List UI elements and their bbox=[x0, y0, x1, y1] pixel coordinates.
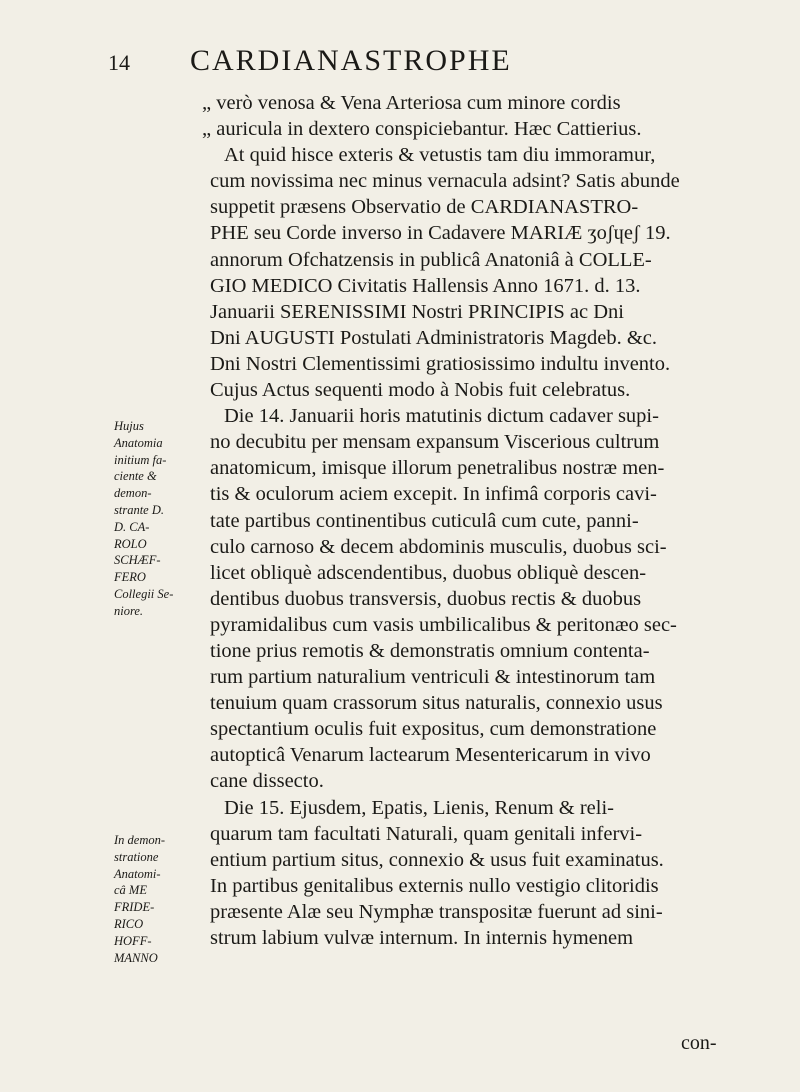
text-line: At quid hisce exteris & vetustis tam diu immoramur, bbox=[224, 144, 656, 167]
margin-note-line: HOFF- bbox=[114, 933, 152, 948]
catchword: con- bbox=[681, 1032, 717, 1054]
text-line: culo carnoso & decem abdominis musculis, duobus sci- bbox=[210, 535, 667, 558]
margin-note-line: MANNO bbox=[114, 950, 158, 965]
page-number: 14 bbox=[108, 50, 130, 75]
text-line: entium partium situs, connexio & usus fuit examinatus. bbox=[210, 848, 664, 871]
text-line: PHE seu Corde inverso in Cadavere MARIÆ ʒoʃɥeʃ 19. bbox=[210, 222, 671, 245]
text-line: dentibus duobus transversis, duobus rectis & duobus bbox=[210, 587, 642, 610]
margin-note-line: Hujus bbox=[114, 419, 144, 433]
text-line: Die 14. Januarii horis matutinis dictum cadaver supi- bbox=[224, 405, 659, 428]
margin-note-line: In demon- bbox=[114, 833, 166, 847]
margin-note-line: strante D. bbox=[114, 502, 164, 517]
body-text bbox=[202, 90, 722, 951]
margin-note-line: câ ME bbox=[114, 883, 147, 898]
text-line: cum novissima nec minus vernacula adsint? Satis abunde bbox=[210, 170, 680, 193]
text-line: GIO MEDICO Civitatis Hallensis Anno 1671. d. 13. bbox=[210, 274, 641, 297]
text-line: Dni Nostri Clementissimi gratiosissimo indultu invento. bbox=[210, 352, 671, 375]
text-line: autopticâ Venarum lactearum Mesentericarum in vivo bbox=[210, 744, 651, 767]
text-line: quarum tam facultati Naturali, quam genitali infervi- bbox=[210, 822, 643, 845]
margin-note-anatomy bbox=[114, 418, 204, 620]
margin-note-line: ciente & bbox=[114, 469, 157, 484]
text-line: „ verò venosa & Vena Arteriosa cum minore cordis bbox=[202, 92, 621, 114]
text-line: „ auricula in dextero conspiciebantur. Hæc Cattierius. bbox=[202, 118, 642, 141]
text-line: no decubitu per mensam expansum Viscerious cultrum bbox=[210, 431, 660, 454]
text-line: tenuium quam crassorum situs naturalis, connexio usus bbox=[210, 692, 663, 715]
margin-note-line: FERO bbox=[114, 570, 146, 585]
margin-note-line: FRIDE- bbox=[114, 900, 155, 915]
text-line: annorum Ofchatzensis in publicâ Anatoniâ à COLLE- bbox=[210, 248, 652, 271]
text-line: præsente Alæ seu Nymphæ transpositæ fuerunt ad sini- bbox=[210, 900, 663, 923]
margin-note-line: stratione bbox=[114, 849, 159, 864]
margin-note-line: initium fa- bbox=[114, 452, 167, 467]
margin-note-demonstration bbox=[114, 832, 204, 966]
text-line: Cujus Actus sequenti modo à Nobis fuit celebratus. bbox=[210, 379, 631, 402]
text-line: Januarii SERENISSIMI Nostri PRINCIPIS ac Dni bbox=[210, 300, 624, 323]
text-line: licet obliquè adscendentibus, duobus obliquè descen- bbox=[210, 561, 647, 584]
margin-note-line: ROLO bbox=[114, 536, 147, 551]
margin-note-line: Anatomia bbox=[114, 435, 163, 450]
text-line: suppetit præsens Observatio de CARDIANASTRO- bbox=[210, 196, 639, 219]
text-line: cane dissecto. bbox=[210, 770, 324, 793]
text-line: rum partium naturalium ventriculi & intestinorum tam bbox=[210, 666, 656, 689]
text-line: tione prius remotis & demonstratis omnium contenta- bbox=[210, 639, 650, 662]
text-line: tate partibus continentibus cuticulâ cum cute, panni- bbox=[210, 509, 639, 532]
margin-note-line: Anatomi- bbox=[114, 866, 161, 881]
running-title: CARDIANASTROPHE bbox=[190, 44, 512, 77]
margin-note-line: D. CA- bbox=[114, 519, 150, 534]
text-line: anatomicum, imisque illorum penetralibus nostræ men- bbox=[210, 457, 665, 480]
text-line: spectantium oculis fuit expositus, cum demonstratione bbox=[210, 718, 657, 741]
text-line: Die 15. Ejusdem, Epatis, Lienis, Renum & reli- bbox=[224, 796, 615, 819]
text-line: pyramidalibus cum vasis umbilicalibus & peritonæo sec- bbox=[210, 613, 677, 636]
margin-note-line: Collegii Se- bbox=[114, 586, 174, 601]
text-line: In partibus genitalibus externis nullo vestigio clitoridis bbox=[210, 874, 659, 897]
margin-note-line: demon- bbox=[114, 486, 152, 501]
margin-note-line: niore. bbox=[114, 603, 144, 618]
text-line: Dni AUGUSTI Postulati Administratoris Magdeb. &c. bbox=[210, 326, 657, 349]
text-line: tis & oculorum aciem excepit. In infimâ corporis cavi- bbox=[210, 483, 657, 506]
text-line: strum labium vulvæ internum. In internis hymenem bbox=[210, 927, 634, 949]
margin-note-line: SCHÆF- bbox=[114, 553, 161, 568]
margin-note-line: RICO bbox=[114, 916, 144, 931]
